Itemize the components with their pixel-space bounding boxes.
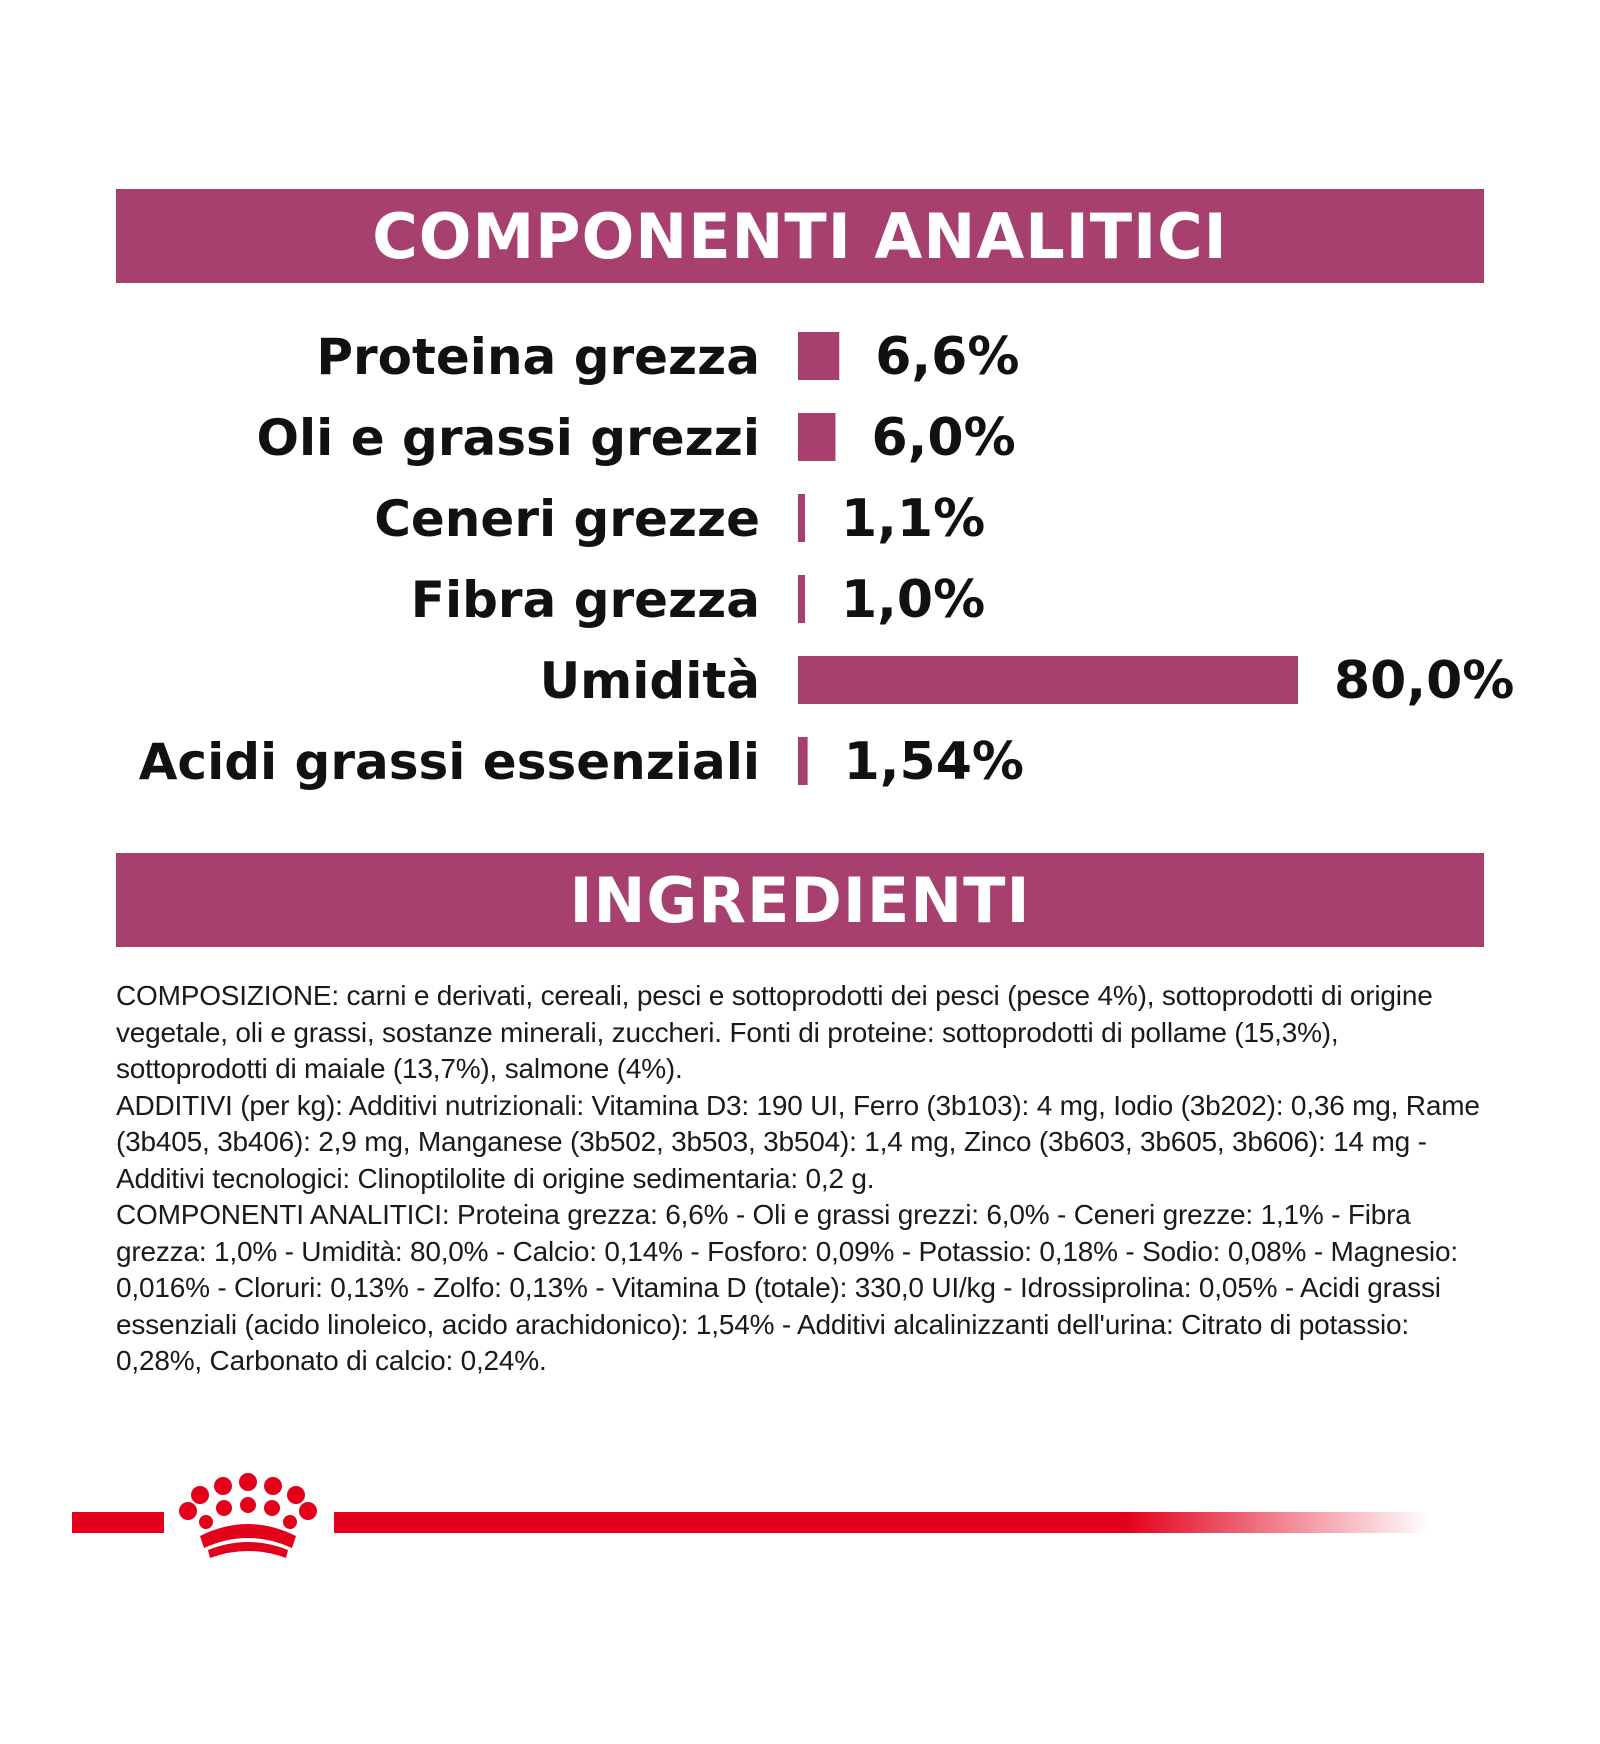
- additives-paragraph: ADDITIVI (per kg): Additivi nutrizionali: Vitamina D3: 190 UI, Ferro (3b103): 4 mg, Iodio (3b202): 0,36 mg, Rame (3b405, 3b406): 2,9 mg, Manganese (3b502, 3b503, 3b504): 1,4 mg, Zinco (3b603, 3b605, 3b606): 14 mg - Additivi tecnologici: Clinoptilolite di origine sedimentaria: 0,2 g.: [116, 1089, 1480, 1194]
- value-label: 1,1%: [841, 489, 986, 549]
- bar: [798, 413, 836, 461]
- value-label: 80,0%: [1334, 651, 1515, 711]
- bar: [798, 575, 805, 623]
- analytic-bar-chart: [0, 300, 1600, 820]
- value-label: 1,54%: [843, 732, 1025, 792]
- bar: [798, 494, 805, 542]
- category-label: Ceneri grezze: [374, 490, 760, 548]
- analytic-paragraph: COMPONENTI ANALITICI: Proteina grezza: 6,6% - Oli e grassi grezzi: 6,0% - Ceneri grezze: 1,1% - Fibra grezza: 1,0% - Umidità: 80,0% - Calcio: 0,14% - Fosforo: 0,09% - Potassio: 0,18% - Sodio: 0,08% - Magnesio: 0,016% - Cloruri: 0,13% - Zolfo: 0,13% - Vitamina D (totale): 330,0 UI/kg - Idrossiprolina: 0,05% - Acidi grassi essenziali (acido linoleico, acido arachidonico): 1,54% - Additivi alcalinizzanti dell'urina: Citrato di potassio: 0,28%, Carbonato di calcio: 0,24%.: [116, 1199, 1458, 1376]
- analytic-section-banner: [116, 189, 1484, 283]
- value-label: 1,0%: [841, 570, 986, 630]
- category-label: Proteina grezza: [316, 328, 760, 386]
- footer-stripe-right: [334, 1512, 1430, 1533]
- footer-stripe-left: [72, 1512, 164, 1533]
- ingredients-section-title: INGREDIENTI: [569, 863, 1031, 937]
- value-label: 6,0%: [871, 408, 1016, 468]
- crown-icon: [179, 1473, 317, 1558]
- composition-paragraph: COMPOSIZIONE: carni e derivati, cereali, pesci e sottoprodotti dei pesci (pesce 4%), sottoprodotti di origine vegetale, oli e grassi, sostanze minerali, zuccheri. Fonti di proteine: sottoprodotti di pollame (15,3%), sottoprodotti di maiale (13,7%), salmone (4%).: [116, 980, 1433, 1084]
- brand-footer: [0, 1468, 1600, 1568]
- bar: [798, 332, 839, 380]
- ingredients-section-banner: [116, 853, 1484, 947]
- ingredients-text: [116, 978, 1496, 1380]
- category-label: Fibra grezza: [410, 571, 760, 629]
- analytic-section-title: COMPONENTI ANALITICI: [372, 199, 1228, 273]
- bar: [798, 656, 1298, 704]
- category-label: Oli e grassi grezzi: [256, 409, 760, 467]
- bar: [798, 737, 808, 785]
- value-label: 6,6%: [875, 327, 1020, 387]
- category-label: Umidità: [539, 652, 760, 710]
- category-label: Acidi grassi essenziali: [138, 733, 760, 791]
